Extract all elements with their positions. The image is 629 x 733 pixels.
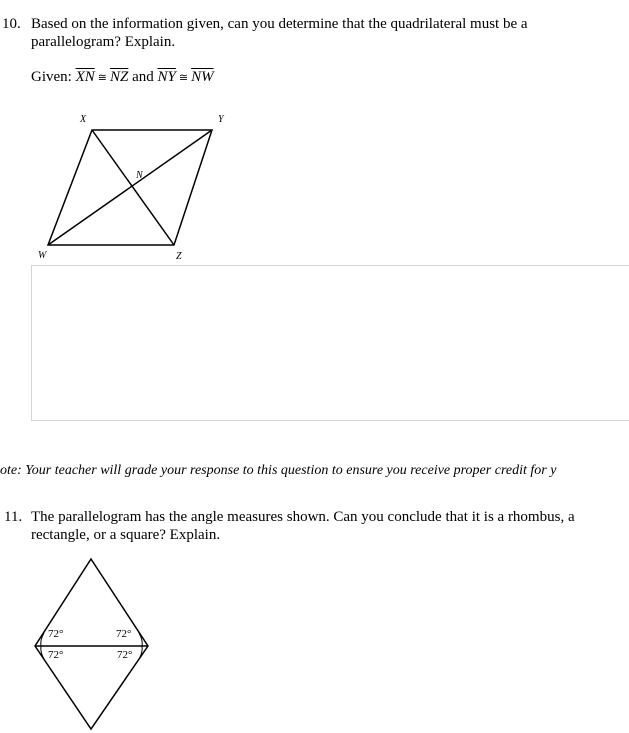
grading-note: ote: Your teacher will grade your response to this question to ensure you receive proper credit for y <box>0 463 557 478</box>
congruent-symbol: ≅ <box>178 72 189 84</box>
vertex-label-w: W <box>38 250 47 261</box>
angle-label: 72° <box>48 628 64 640</box>
vertex-label-y: Y <box>218 114 224 125</box>
vertex-label-n: N <box>136 170 143 181</box>
segment-ny: $\overline{NY}$ <box>157 69 176 85</box>
segment-nw: $\overline{NW}$ <box>191 69 214 85</box>
q11-number: 11. <box>4 509 23 525</box>
congruent-symbol: ≅ <box>97 72 107 84</box>
vertex-label-z: Z <box>176 251 182 262</box>
segment-xn: $\overline{XN}$ <box>75 69 95 85</box>
rhombus-outline <box>35 559 148 729</box>
and-word: and <box>132 69 154 85</box>
q10-number: 10. <box>2 16 21 32</box>
segment-nz: $\overline{NZ}$ <box>109 69 129 85</box>
q10-prompt-line1: Based on the information given, can you determine that the quadrilateral must be a <box>31 16 528 32</box>
q10-prompt-line2: parallelogram? Explain. <box>31 34 176 50</box>
angle-label: 72° <box>117 649 133 661</box>
q11-prompt-line2: rectangle, or a square? Explain. <box>31 527 221 543</box>
vertex-label-x: X <box>80 114 87 125</box>
given-label: Given: <box>31 69 72 85</box>
angle-label: 72° <box>116 628 132 640</box>
angle-label: 72° <box>48 649 64 661</box>
q11-prompt-line1: The parallelogram has the angle measures shown. Can you conclude that it is a rhombus, a <box>31 509 575 525</box>
